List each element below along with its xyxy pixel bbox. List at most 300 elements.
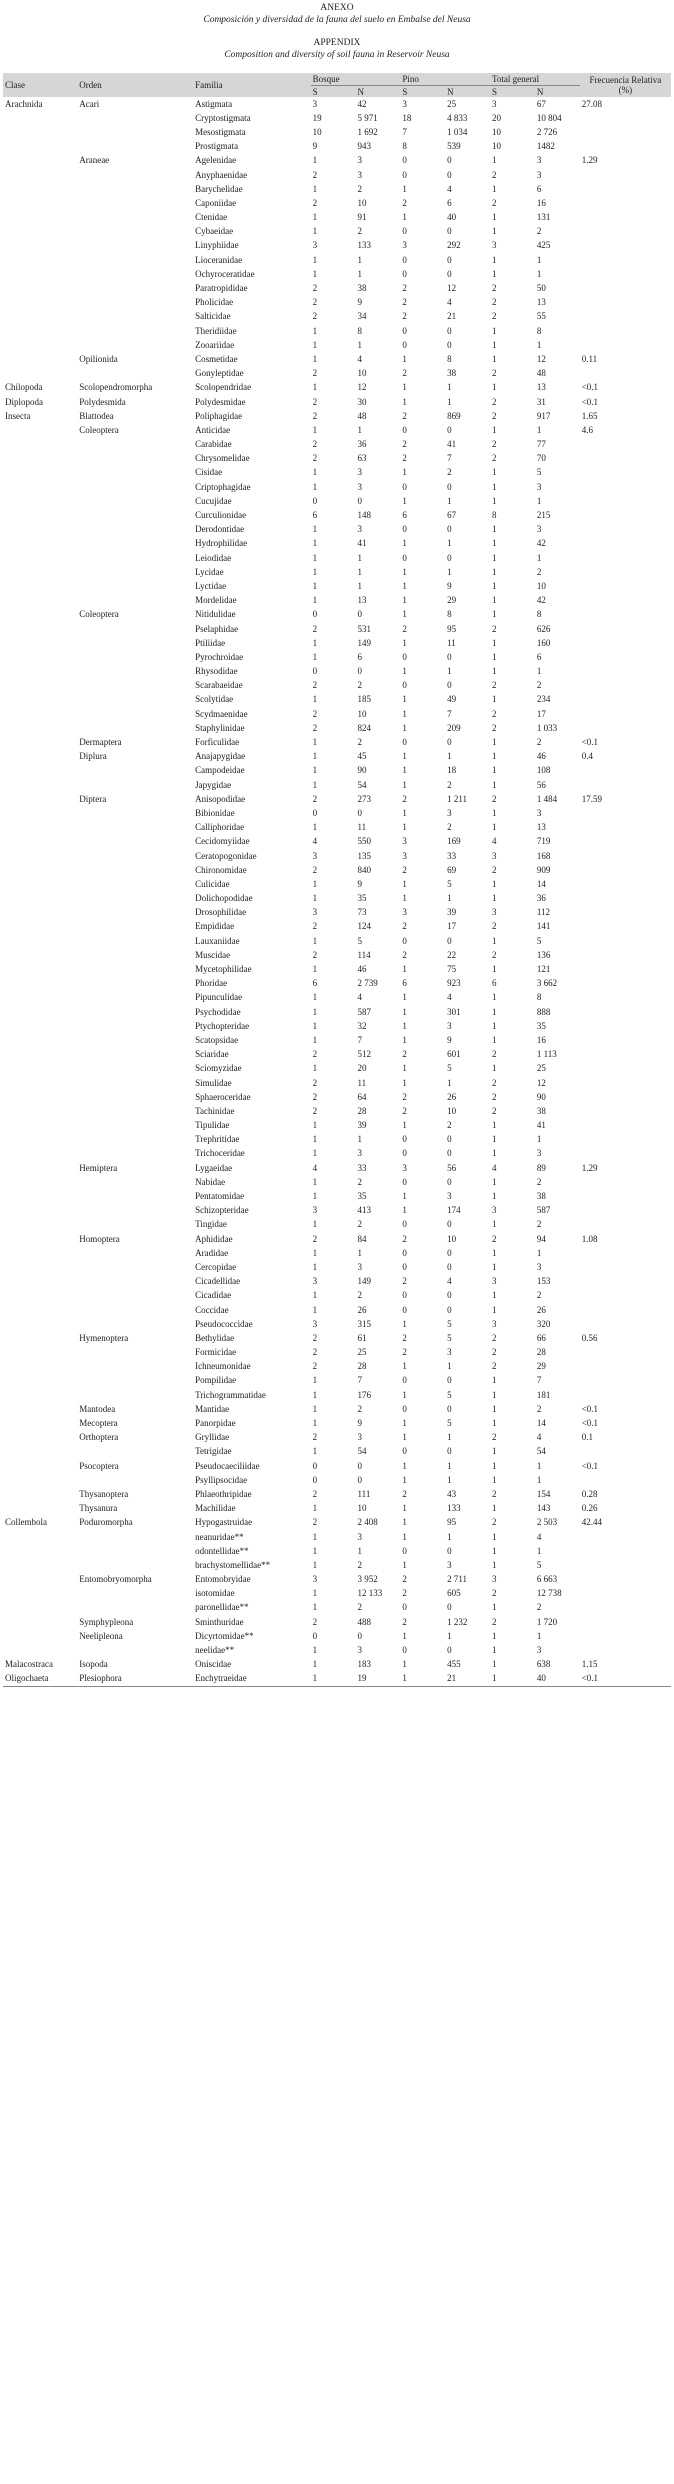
cell-total-s: 1 — [492, 1531, 497, 1542]
table-body — [3, 97, 671, 1687]
cell-orden — [77, 863, 193, 877]
cell-total-n: 94 — [536, 1233, 546, 1244]
cell-pino-n: 39 — [447, 907, 457, 918]
cell-total-n: 16 — [536, 1034, 546, 1045]
cell-bosque-s: 1 — [312, 424, 318, 435]
cell-total-n: 131 — [536, 212, 551, 223]
cell-frecuencia — [580, 977, 671, 991]
cell-pino-s: 1 — [402, 1559, 407, 1570]
cell-total-n: 917 — [536, 410, 551, 421]
cell-bosque-s: 2 — [312, 1361, 318, 1372]
cell-bosque-s: 1 — [312, 1503, 318, 1514]
cell-total-s: 2 — [492, 1432, 497, 1443]
cell-orden — [77, 764, 193, 778]
cell-bosque-s: 3 — [312, 1276, 318, 1287]
cell-orden: Araneae — [79, 155, 110, 166]
cell-bosque-n: 315 — [357, 1318, 371, 1329]
col-header-frecuencia: Frecuencia Relativa (%) — [580, 73, 671, 97]
cell-pino-n: 601 — [447, 1049, 461, 1060]
cell-total-s: 3 — [492, 850, 497, 861]
cell-clase — [3, 1033, 77, 1047]
cell-pino-n: 0 — [447, 680, 452, 691]
table-row — [3, 168, 671, 182]
cell-bosque-n: 2 — [357, 226, 362, 237]
cell-bosque-n: 840 — [357, 864, 371, 875]
table-row — [3, 934, 671, 948]
cell-bosque-n: 30 — [357, 396, 367, 407]
cell-orden — [77, 267, 193, 281]
cell-bosque-s: 1 — [312, 1063, 318, 1074]
cell-frecuencia — [580, 1189, 671, 1203]
cell-pino-n: 95 — [447, 623, 457, 634]
col-header-clase: Clase — [3, 73, 77, 97]
cell-bosque-n: 1 — [357, 1247, 362, 1258]
cell-clase — [3, 1473, 77, 1487]
cell-frecuencia — [580, 1147, 671, 1161]
cell-total-s: 2 — [492, 1347, 497, 1358]
cell-frecuencia: 42.44 — [581, 1517, 602, 1528]
table-row — [3, 1246, 671, 1260]
cell-pino-s: 1 — [402, 1020, 407, 1031]
cell-pino-n: 2 — [447, 779, 452, 790]
cell-orden — [77, 1346, 193, 1360]
cell-pino-s: 1 — [402, 1418, 407, 1429]
table-row — [3, 1260, 671, 1274]
cell-total-n: 3 — [536, 1645, 542, 1656]
cell-total-s: 1 — [492, 1503, 497, 1514]
table-row — [3, 991, 671, 1005]
table-row — [3, 750, 671, 764]
cell-familia: Ptiliidae — [195, 637, 226, 648]
cell-frecuencia — [580, 267, 671, 281]
cell-pino-n: 49 — [447, 694, 457, 705]
cell-pino-n: 0 — [447, 424, 452, 435]
table-row — [3, 409, 671, 423]
cell-pino-n: 40 — [447, 212, 457, 223]
cell-clase — [3, 679, 77, 693]
table-row — [3, 821, 671, 835]
cell-pino-n: 292 — [447, 240, 461, 251]
cell-bosque-n: 3 — [357, 481, 362, 492]
cell-clase — [3, 1119, 77, 1133]
cell-clase — [3, 863, 77, 877]
table-row — [3, 792, 671, 806]
cell-pino-s: 2 — [402, 453, 407, 464]
cell-clase — [3, 892, 77, 906]
cell-orden — [77, 1275, 193, 1289]
table-row — [3, 1005, 671, 1019]
cell-orden — [77, 892, 193, 906]
table-row — [3, 523, 671, 537]
cell-pino-n: 0 — [447, 1375, 452, 1386]
cell-orden: Symphypleona — [79, 1616, 134, 1627]
cell-familia: Ichneumonidae — [195, 1361, 251, 1372]
cell-orden: Entomobryomorpha — [79, 1574, 152, 1585]
cell-pino-n: 9 — [447, 1034, 452, 1045]
table-row — [3, 735, 671, 749]
cell-orden — [77, 849, 193, 863]
cell-pino-n: 17 — [447, 921, 457, 932]
cell-bosque-s: 2 — [312, 1616, 318, 1627]
cell-pino-n: 4 — [447, 297, 452, 308]
cell-familia: Paratropididae — [195, 283, 248, 294]
cell-total-n: 42 — [536, 538, 546, 549]
cell-familia: Barychelidae — [195, 183, 243, 194]
cell-frecuencia — [580, 1587, 671, 1601]
cell-frecuencia — [580, 1317, 671, 1331]
cell-bosque-n: 111 — [357, 1488, 371, 1499]
cell-orden — [77, 1587, 193, 1601]
cell-frecuencia — [580, 508, 671, 522]
cell-pino-n: 0 — [447, 1176, 452, 1187]
table-row — [3, 665, 671, 679]
cell-clase — [3, 1303, 77, 1317]
cell-bosque-n: 46 — [357, 964, 367, 975]
cell-total-n: 1 — [536, 1545, 542, 1556]
cell-total-s: 1 — [492, 1219, 497, 1230]
cell-frecuencia: 0.11 — [581, 353, 598, 364]
cell-total-s: 2 — [492, 1077, 497, 1088]
cell-orden: Acari — [79, 98, 100, 109]
cell-pino-n: 69 — [447, 864, 457, 875]
cell-frecuencia — [580, 1090, 671, 1104]
cell-familia: neanuridae** — [195, 1531, 244, 1542]
cell-familia: Tetrigidae — [195, 1446, 232, 1457]
cell-orden — [77, 168, 193, 182]
cell-total-s: 1 — [492, 1418, 497, 1429]
cell-total-s: 3 — [492, 1318, 497, 1329]
table-row — [3, 1317, 671, 1331]
cell-total-n: 888 — [536, 1006, 551, 1017]
cell-frecuencia — [580, 1643, 671, 1657]
cell-frecuencia — [580, 494, 671, 508]
cell-bosque-s: 0 — [312, 1474, 318, 1485]
table-row — [3, 1204, 671, 1218]
cell-total-s: 1 — [492, 1304, 497, 1315]
cell-frecuencia — [580, 1289, 671, 1303]
cell-familia: Cybaeidae — [195, 226, 234, 237]
cell-bosque-n: 10 — [357, 197, 367, 208]
cell-frecuencia: 0.56 — [581, 1332, 598, 1343]
cell-familia: Pholicidae — [195, 297, 234, 308]
cell-bosque-s: 1 — [312, 566, 318, 577]
cell-total-s: 1 — [492, 822, 497, 833]
cell-total-n: 2 503 — [536, 1517, 558, 1528]
cell-clase — [3, 693, 77, 707]
cell-pino-s: 1 — [402, 666, 407, 677]
table-row — [3, 1374, 671, 1388]
cell-total-n: 12 — [536, 353, 546, 364]
cell-pino-s: 2 — [402, 1332, 407, 1343]
cell-total-s: 1 — [492, 183, 497, 194]
cell-pino-n: 75 — [447, 964, 457, 975]
cell-orden — [77, 225, 193, 239]
cell-bosque-s: 2 — [312, 921, 318, 932]
cell-total-n: 2 — [536, 566, 542, 577]
table-row — [3, 863, 671, 877]
table-row — [3, 508, 671, 522]
cell-pino-n: 21 — [447, 311, 457, 322]
table-row — [3, 806, 671, 820]
cell-total-n: 587 — [536, 1205, 551, 1216]
cell-clase — [3, 1204, 77, 1218]
cell-total-n: 2 — [536, 680, 542, 691]
cell-bosque-n: 0 — [357, 1460, 362, 1471]
cell-pino-s: 1 — [402, 779, 407, 790]
cell-bosque-s: 2 — [312, 1091, 318, 1102]
cell-bosque-s: 1 — [312, 992, 318, 1003]
cell-total-n: 13 — [536, 382, 546, 393]
cell-pino-n: 7 — [447, 708, 452, 719]
cell-frecuencia — [580, 466, 671, 480]
cell-total-s: 1 — [492, 1545, 497, 1556]
cell-clase — [3, 239, 77, 253]
cell-orden — [77, 1473, 193, 1487]
cell-familia: Astigmata — [195, 98, 233, 109]
table-row — [3, 608, 671, 622]
cell-clase — [3, 352, 77, 366]
cell-pino-n: 3 — [447, 1347, 452, 1358]
cell-bosque-s: 1 — [312, 268, 318, 279]
cell-pino-s: 2 — [402, 949, 407, 960]
cell-frecuencia — [580, 338, 671, 352]
cell-clase — [3, 1005, 77, 1019]
cell-clase — [3, 182, 77, 196]
cell-total-s: 1 — [492, 580, 497, 591]
cell-frecuencia — [580, 579, 671, 593]
cell-pino-s: 1 — [402, 1191, 407, 1202]
cell-total-n: 1 113 — [536, 1049, 557, 1060]
cell-total-n: 154 — [536, 1488, 551, 1499]
cell-familia: Pseudocaeciliidae — [195, 1460, 260, 1471]
cell-total-n: 8 — [536, 992, 542, 1003]
cell-total-n: 41 — [536, 1120, 546, 1131]
cell-bosque-n: 1 — [357, 1545, 362, 1556]
cell-pino-n: 21 — [445, 1672, 490, 1687]
cell-orden — [77, 466, 193, 480]
table-row — [3, 125, 671, 139]
cell-clase — [3, 225, 77, 239]
cell-total-s: 6 — [492, 978, 497, 989]
cell-pino-n: 605 — [447, 1588, 461, 1599]
cell-familia: Bethylidae — [195, 1332, 235, 1343]
cell-orden — [77, 707, 193, 721]
cell-frecuencia — [580, 1204, 671, 1218]
cell-orden — [77, 125, 193, 139]
cell-familia: Cosmetidae — [195, 353, 238, 364]
cell-pino-n: 0 — [447, 1148, 452, 1159]
cell-total-s: 2 — [492, 793, 497, 804]
cell-bosque-n: 2 — [357, 1176, 362, 1187]
cell-bosque-n: 42 — [357, 98, 367, 109]
cell-pino-n: 1 — [447, 1460, 452, 1471]
cell-pino-n: 12 — [447, 283, 457, 294]
cell-total-s: 1 — [492, 424, 497, 435]
cell-bosque-n: 149 — [357, 637, 371, 648]
cell-frecuencia — [580, 310, 671, 324]
cell-bosque-n: 13 — [357, 595, 367, 606]
cell-pino-n: 41 — [447, 439, 457, 450]
cell-total-n: 8 — [536, 325, 542, 336]
cell-orden: Dermaptera — [79, 737, 122, 748]
cell-pino-n: 0 — [447, 1247, 452, 1258]
cell-orden — [77, 622, 193, 636]
cell-pino-s: 1 — [402, 637, 407, 648]
cell-familia: Dicyrtomidae** — [195, 1630, 254, 1641]
table-row — [3, 1416, 671, 1430]
cell-familia: Mantidae — [195, 1403, 230, 1414]
cell-bosque-n: 19 — [355, 1672, 400, 1687]
cell-pino-s: 1 — [402, 212, 407, 223]
cell-clase — [3, 1416, 77, 1430]
cell-total-n: 42 — [536, 595, 546, 606]
cell-frecuencia — [580, 196, 671, 210]
cell-pino-s: 0 — [402, 1545, 407, 1556]
table-row — [3, 721, 671, 735]
cell-orden — [77, 1033, 193, 1047]
cell-clase: Diplopoda — [5, 396, 43, 407]
cell-familia: Ceratopogonidae — [195, 850, 257, 861]
cell-bosque-s: 2 — [312, 1049, 318, 1060]
cell-total-s: 1 — [492, 1063, 497, 1074]
cell-frecuencia — [580, 948, 671, 962]
cell-total-s: 2 — [492, 1361, 497, 1372]
cell-clase — [3, 211, 77, 225]
cell-total-n: 626 — [536, 623, 551, 634]
cell-total-n: 3 — [536, 481, 542, 492]
cell-frecuencia: 1.29 — [581, 155, 598, 166]
cell-familia: Trichoceridae — [195, 1148, 245, 1159]
cell-familia: Phlaeothripidae — [195, 1488, 252, 1499]
subheader-pino-s: S — [400, 86, 445, 98]
cell-clase — [3, 140, 77, 154]
cell-total-s: 1 — [492, 651, 497, 662]
cell-total-n: 12 — [536, 1077, 546, 1088]
cell-familia: Simulidae — [195, 1077, 232, 1088]
cell-familia: Chironomidae — [195, 864, 247, 875]
table-row — [3, 267, 671, 281]
cell-pino-n: 95 — [447, 1517, 457, 1528]
cell-frecuencia — [580, 693, 671, 707]
cell-clase — [3, 1232, 77, 1246]
cell-bosque-n: 34 — [357, 311, 367, 322]
cell-orden — [77, 835, 193, 849]
cell-frecuencia — [580, 1573, 671, 1587]
cell-total-n: 12 738 — [536, 1588, 562, 1599]
cell-familia: Ptychopteridae — [195, 1020, 250, 1031]
cell-clase — [3, 253, 77, 267]
cell-pino-n: 33 — [447, 850, 457, 861]
table-row — [3, 1544, 671, 1558]
cell-total-s: 2 — [492, 197, 497, 208]
cell-bosque-n: 54 — [357, 1446, 367, 1457]
cell-bosque-s: 1 — [312, 580, 318, 591]
cell-familia: Drosophilidae — [195, 907, 247, 918]
cell-bosque-n: 20 — [357, 1063, 367, 1074]
cell-total-s: 1 — [492, 268, 497, 279]
cell-total-n: 6 — [536, 183, 542, 194]
cell-total-s: 1 — [492, 1602, 497, 1613]
cell-pino-n: 7 — [447, 453, 452, 464]
cell-pino-n: 1 — [447, 1432, 452, 1443]
cell-orden — [77, 1133, 193, 1147]
cell-total-s: 1 — [492, 737, 497, 748]
cell-bosque-n: 114 — [357, 949, 371, 960]
cell-bosque-s: 0 — [312, 495, 318, 506]
cell-pino-s: 1 — [402, 396, 407, 407]
cell-total-s: 1 — [492, 212, 497, 223]
cell-orden — [77, 1601, 193, 1615]
cell-total-n: 4 — [536, 1432, 542, 1443]
cell-total-n: 17 — [536, 708, 546, 719]
cell-pino-s: 1 — [402, 722, 407, 733]
cell-familia: brachystomellidae** — [195, 1559, 271, 1570]
cell-bosque-n: 1 — [357, 254, 362, 265]
cell-total-s: 4 — [492, 1162, 497, 1173]
cell-orden: Hymenoptera — [79, 1332, 129, 1343]
cell-bosque-s: 2 — [312, 297, 318, 308]
cell-pino-n: 869 — [447, 410, 461, 421]
cell-familia: paronellidae** — [195, 1602, 249, 1613]
cell-frecuencia — [580, 1473, 671, 1487]
cell-total-s: 1 — [492, 382, 497, 393]
cell-bosque-s: 6 — [312, 978, 318, 989]
cell-total-n: 10 — [536, 580, 546, 591]
cell-bosque-s: 1 — [311, 1672, 356, 1687]
cell-frecuencia — [580, 367, 671, 381]
cell-familia: Aphididae — [195, 1233, 233, 1244]
cell-clase — [3, 594, 77, 608]
cell-clase: Oligochaeta — [3, 1672, 77, 1687]
cell-familia: Tingidae — [195, 1219, 227, 1230]
cell-orden — [77, 310, 193, 324]
cell-bosque-n: 149 — [357, 1276, 371, 1287]
cell-pino-s: 1 — [402, 708, 407, 719]
cell-frecuencia — [580, 962, 671, 976]
cell-total-s: 2 — [492, 169, 497, 180]
cell-total-n: 121 — [536, 964, 551, 975]
cell-total-s: 1 — [492, 1403, 497, 1414]
table-row — [3, 1431, 671, 1445]
cell-total-s: 2 — [492, 297, 497, 308]
cell-total-n: 7 — [536, 1375, 542, 1386]
cell-bosque-s: 9 — [312, 141, 318, 152]
cell-orden — [77, 962, 193, 976]
cell-bosque-s: 2 — [312, 793, 318, 804]
cell-bosque-s: 2 — [312, 1233, 318, 1244]
cell-familia: Ochyroceratidae — [195, 268, 255, 279]
cell-pino-n: 3 — [447, 1559, 452, 1570]
cell-familia: Pentatomidae — [195, 1191, 245, 1202]
cell-familia: Polydesmidae — [195, 396, 246, 407]
cell-bosque-n: 2 — [357, 1602, 362, 1613]
cell-orden — [77, 296, 193, 310]
cell-familia: Anyphaenidae — [195, 169, 248, 180]
cell-frecuencia — [580, 764, 671, 778]
cell-orden — [77, 523, 193, 537]
cell-total-s: 1 — [492, 155, 497, 166]
cell-familia: Aradidae — [195, 1247, 229, 1258]
table-row — [3, 111, 671, 125]
cell-familia: Cicadellidae — [195, 1276, 241, 1287]
cell-orden — [77, 1090, 193, 1104]
cell-clase — [3, 1601, 77, 1615]
cell-pino-s: 1 — [402, 1630, 407, 1641]
cell-familia: Pyrochroidae — [195, 651, 244, 662]
table-row — [3, 1643, 671, 1657]
table-row — [3, 480, 671, 494]
cell-orden — [77, 111, 193, 125]
